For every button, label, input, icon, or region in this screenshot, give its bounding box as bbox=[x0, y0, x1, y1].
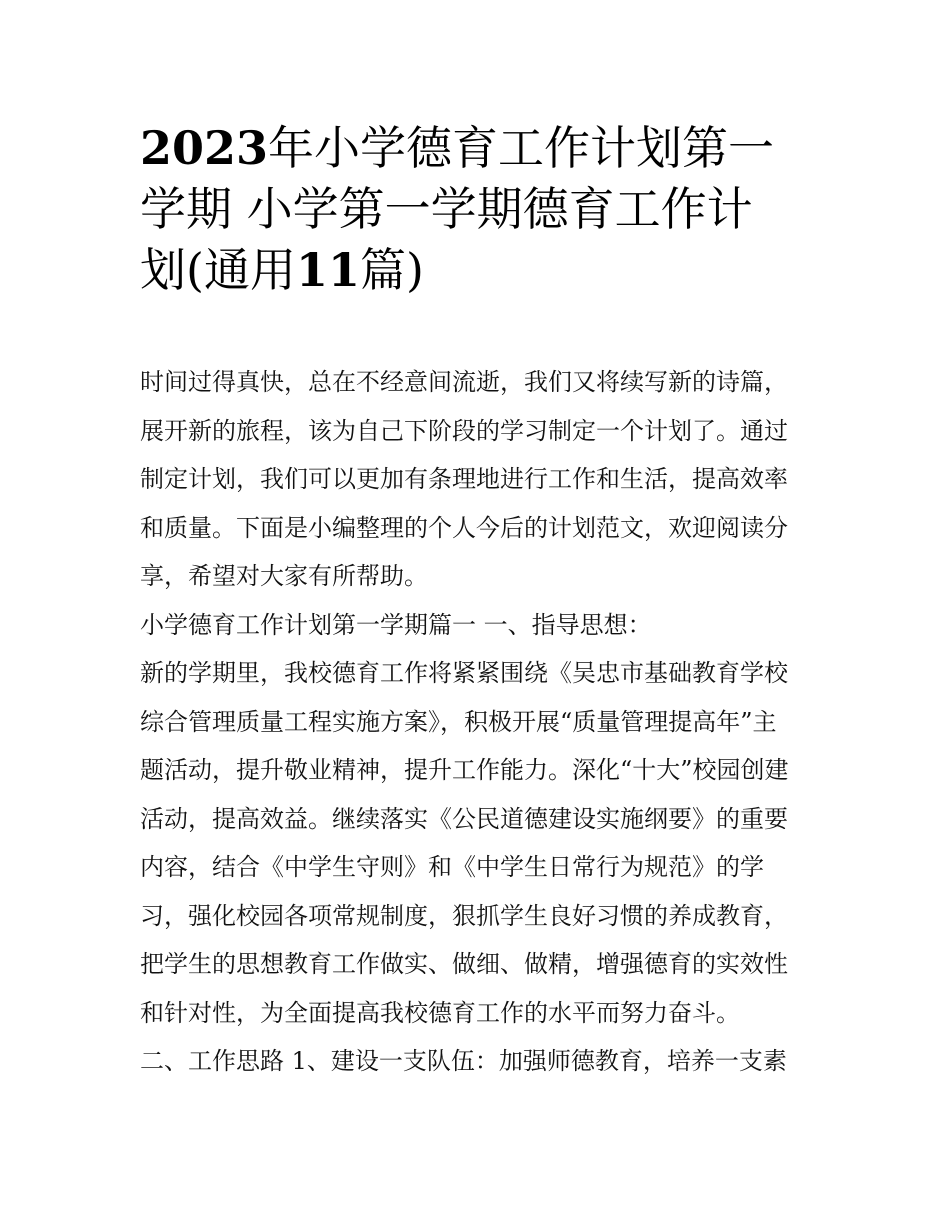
title-line-1: 2023年小学德育工作计划第一 bbox=[140, 121, 775, 175]
section-heading-line: 小学德育工作计划第一学期篇一 一、指导思想： bbox=[140, 610, 652, 639]
body-line: 时间过得真快，总在不经意间流逝，我们又将续写新的诗篇， bbox=[140, 368, 788, 396]
body-line: 内容，结合《中学生守则》和《中学生日常行为规范》的学 bbox=[140, 853, 764, 881]
body-line: 习，强化校园各项常规制度，狠抓学生良好习惯的养成教育， bbox=[140, 901, 788, 930]
body-line: 题活动，提升敬业精神，提升工作能力。深化“十大”校园创建 bbox=[140, 756, 789, 784]
title-line-3: 划(通用11篇) bbox=[140, 243, 424, 297]
body-line: 和针对性，为全面提高我校德育工作的水平而努力奋斗。 bbox=[140, 998, 740, 1027]
title-line-2: 学期 小学第一学期德育工作计 bbox=[140, 182, 753, 236]
body-line: 新的学期里，我校德育工作将紧紧围绕《吴忠市基础教育学校 bbox=[140, 659, 788, 687]
body-line: 把学生的思想教育工作做实、做细、做精，增强德育的实效性 bbox=[140, 950, 788, 978]
body-line: 二、工作思路 1、建设一支队伍：加强师德教育，培养一支素 bbox=[140, 1047, 787, 1075]
body-line: 享，希望对大家有所帮助。 bbox=[140, 562, 428, 590]
document-title bbox=[140, 118, 820, 301]
body-line: 展开新的旅程，该为自己下阶段的学习制定一个计划了。通过 bbox=[140, 416, 788, 445]
body-line: 综合管理质量工程实施方案》，积极开展“质量管理提高年”主 bbox=[140, 707, 777, 736]
body-line: 制定计划，我们可以更加有条理地进行工作和生活，提高效率 bbox=[140, 465, 788, 493]
document-body bbox=[140, 358, 830, 1086]
body-line: 和质量。下面是小编整理的个人今后的计划范文，欢迎阅读分 bbox=[140, 513, 788, 542]
body-line: 活动，提高效益。继续落实《公民道德建设实施纲要》的重要 bbox=[140, 804, 788, 833]
